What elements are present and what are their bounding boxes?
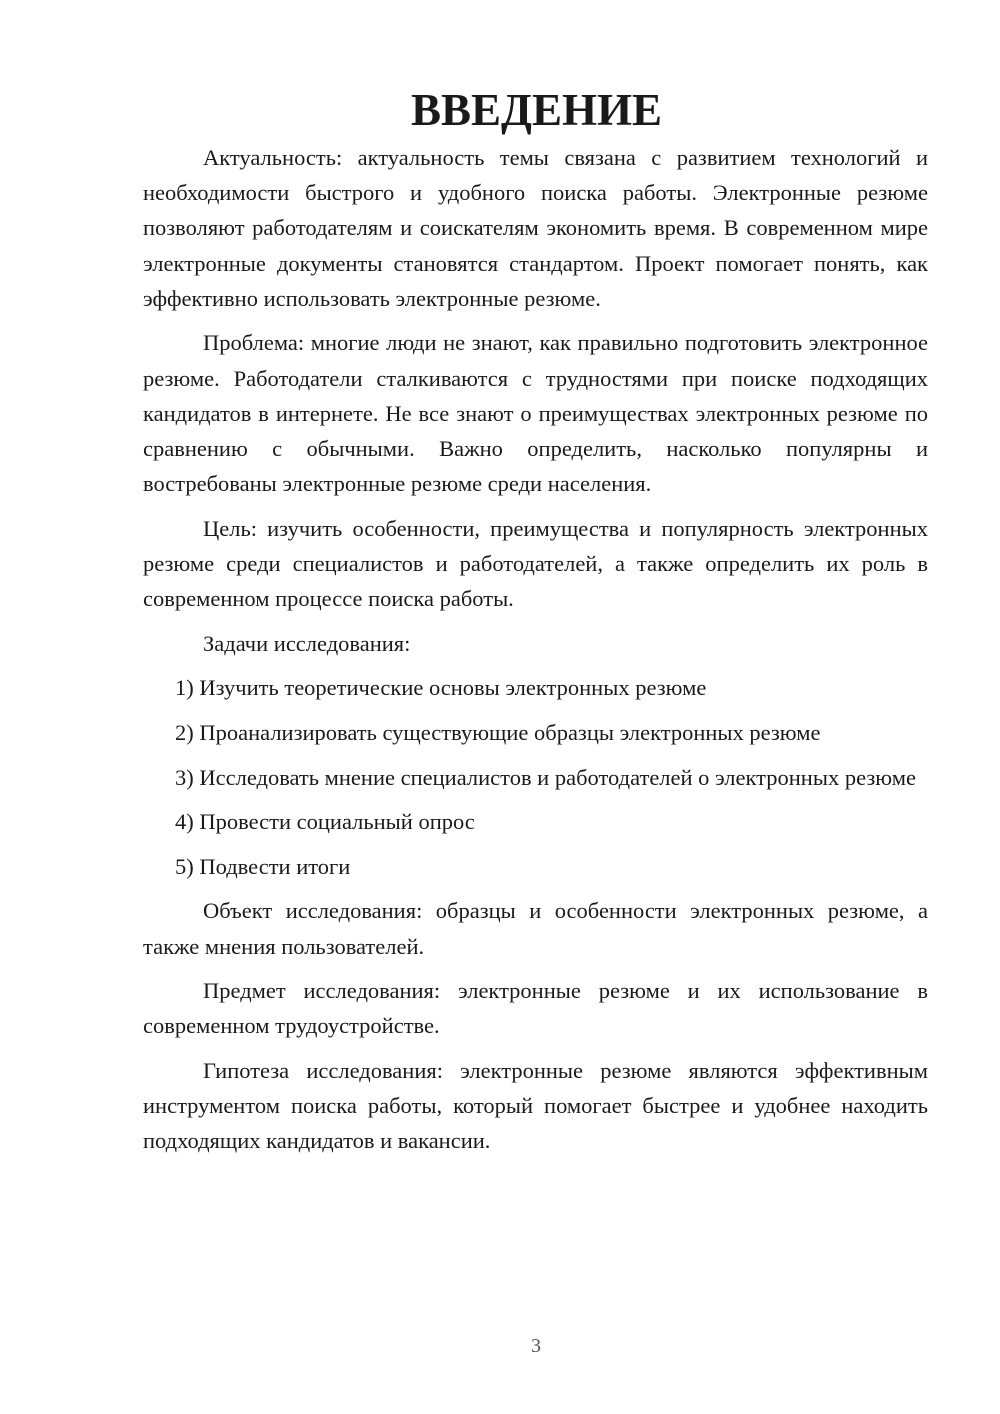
- task-item: 4) Провести социальный опрос: [175, 809, 475, 835]
- problem-paragraph: Проблема: многие люди не знают, как правильно подготовить электронное резюме. Работодатели сталкиваются с трудностями при поиске подходящих кандидатов в интернете. Не все знают о преимуществах электронных резюме по сравнению с обычными. Важно определить, насколько популярны и востребованы электронные резюме среди населения.: [143, 330, 928, 497]
- goal-paragraph: Цель: изучить особенности, преимущества и популярность электронных резюме среди специалистов и работодателей, а также определить их роль в современном процессе поиска работы.: [143, 515, 928, 612]
- task-item: 1) Изучить теоретические основы электронных резюме: [175, 675, 707, 701]
- task-item: 2) Проанализировать существующие образцы электронных резюме: [175, 720, 821, 745]
- task-item: 5) Подвести итоги: [175, 853, 351, 879]
- page-number: 3: [531, 1335, 541, 1357]
- task-item: 3) Исследовать мнение специалистов и работодателей о электронных резюме: [175, 764, 916, 790]
- relevance-paragraph: Актуальность: актуальность темы связана с развитием технологий и необходимости быстрого и удобного поиска работы. Электронные резюме позволяют работодателям и соискателям экономить время. В современном мире электронные документы становятся стандартом. Проект помогает понять, как эффективно использовать электронные резюме.: [143, 145, 928, 311]
- document-body: [143, 85, 928, 1168]
- research-subject-paragraph: Предмет исследования: электронные резюме и их использование в современном трудоустройстве.: [143, 978, 928, 1039]
- research-object-paragraph: Объект исследования: образцы и особенности электронных резюме, а также мнения пользователей.: [143, 898, 928, 959]
- section-heading: ВВЕДЕНИЕ: [410, 85, 663, 135]
- hypothesis-paragraph: Гипотеза исследования: электронные резюме являются эффективным инструментом поиска работы, который помогает быстрее и удобнее находить подходящих кандидатов и вакансии.: [143, 1057, 928, 1154]
- tasks-heading: Задачи исследования:: [203, 630, 411, 656]
